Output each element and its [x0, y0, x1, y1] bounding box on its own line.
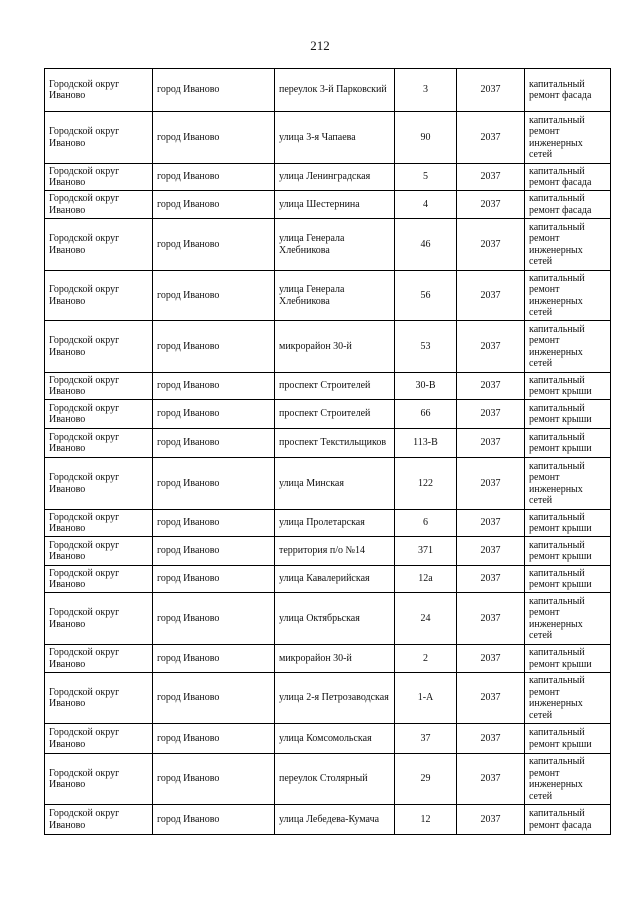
- work-type-cell: капитальный ремонт крыши: [525, 373, 611, 400]
- district-cell: Городской округ Иваново: [45, 537, 153, 566]
- house-number-cell: 2: [395, 645, 457, 673]
- year-cell: 2037: [457, 510, 525, 537]
- house-number-cell: 5: [395, 164, 457, 191]
- house-number-cell: 37: [395, 724, 457, 754]
- locality-cell: город Иваново: [153, 566, 275, 593]
- work-type-cell: капитальный ремонт крыши: [525, 510, 611, 537]
- table-row: [45, 754, 611, 805]
- year-cell: 2037: [457, 271, 525, 321]
- work-type-cell: капитальный ремонт инженерных сетей: [525, 754, 611, 805]
- district-cell: Городской округ Иваново: [45, 458, 153, 510]
- street-cell: улица Кавалерийская: [275, 566, 395, 593]
- table-row: [45, 271, 611, 321]
- district-cell: Городской округ Иваново: [45, 673, 153, 724]
- work-type-cell: капитальный ремонт инженерных сетей: [525, 219, 611, 271]
- table-row: [45, 373, 611, 400]
- street-cell: территория п/о №14: [275, 537, 395, 566]
- year-cell: 2037: [457, 537, 525, 566]
- house-number-cell: 66: [395, 400, 457, 429]
- table-row: [45, 805, 611, 835]
- work-type-cell: капитальный ремонт фасада: [525, 69, 611, 112]
- locality-cell: город Иваново: [153, 219, 275, 271]
- table-row: [45, 458, 611, 510]
- year-cell: 2037: [457, 673, 525, 724]
- street-cell: улица Пролетарская: [275, 510, 395, 537]
- locality-cell: город Иваново: [153, 429, 275, 458]
- year-cell: 2037: [457, 593, 525, 645]
- work-type-cell: капитальный ремонт инженерных сетей: [525, 112, 611, 164]
- street-cell: улица Ленинградская: [275, 164, 395, 191]
- year-cell: 2037: [457, 112, 525, 164]
- work-type-cell: капитальный ремонт фасада: [525, 805, 611, 835]
- year-cell: 2037: [457, 566, 525, 593]
- locality-cell: город Иваново: [153, 805, 275, 835]
- house-number-cell: 90: [395, 112, 457, 164]
- district-cell: Городской округ Иваново: [45, 271, 153, 321]
- locality-cell: город Иваново: [153, 191, 275, 219]
- locality-cell: город Иваново: [153, 321, 275, 373]
- district-cell: Городской округ Иваново: [45, 510, 153, 537]
- table-row: [45, 645, 611, 673]
- house-number-cell: 371: [395, 537, 457, 566]
- house-number-cell: 12: [395, 805, 457, 835]
- work-type-cell: капитальный ремонт крыши: [525, 645, 611, 673]
- table-row: [45, 510, 611, 537]
- table-row: [45, 429, 611, 458]
- street-cell: проспект Текстильщиков: [275, 429, 395, 458]
- work-type-cell: капитальный ремонт фасада: [525, 164, 611, 191]
- locality-cell: город Иваново: [153, 510, 275, 537]
- house-number-cell: 53: [395, 321, 457, 373]
- locality-cell: город Иваново: [153, 673, 275, 724]
- district-cell: Городской округ Иваново: [45, 429, 153, 458]
- year-cell: 2037: [457, 724, 525, 754]
- work-type-cell: капитальный ремонт инженерных сетей: [525, 458, 611, 510]
- locality-cell: город Иваново: [153, 164, 275, 191]
- locality-cell: город Иваново: [153, 458, 275, 510]
- table-row: [45, 400, 611, 429]
- table-row: [45, 112, 611, 164]
- street-cell: улица Комсомольская: [275, 724, 395, 754]
- table-row: [45, 724, 611, 754]
- year-cell: 2037: [457, 400, 525, 429]
- house-number-cell: 56: [395, 271, 457, 321]
- locality-cell: город Иваново: [153, 645, 275, 673]
- table-row: [45, 191, 611, 219]
- street-cell: микрорайон 30-й: [275, 321, 395, 373]
- work-type-cell: капитальный ремонт инженерных сетей: [525, 673, 611, 724]
- house-number-cell: 46: [395, 219, 457, 271]
- table-row: [45, 673, 611, 724]
- house-number-cell: 122: [395, 458, 457, 510]
- street-cell: улица 2-я Петрозаводская: [275, 673, 395, 724]
- table-row: [45, 69, 611, 112]
- district-cell: Городской округ Иваново: [45, 566, 153, 593]
- locality-cell: город Иваново: [153, 69, 275, 112]
- locality-cell: город Иваново: [153, 537, 275, 566]
- page-number: 212: [310, 38, 330, 53]
- street-cell: микрорайон 30-й: [275, 645, 395, 673]
- year-cell: 2037: [457, 429, 525, 458]
- locality-cell: город Иваново: [153, 593, 275, 645]
- year-cell: 2037: [457, 219, 525, 271]
- street-cell: переулок Столярный: [275, 754, 395, 805]
- year-cell: 2037: [457, 458, 525, 510]
- year-cell: 2037: [457, 191, 525, 219]
- district-cell: Городской округ Иваново: [45, 724, 153, 754]
- year-cell: 2037: [457, 164, 525, 191]
- table-row: [45, 537, 611, 566]
- street-cell: улица Лебедева-Кумача: [275, 805, 395, 835]
- house-number-cell: 30-В: [395, 373, 457, 400]
- repair-schedule-table: [44, 68, 611, 835]
- work-type-cell: капитальный ремонт инженерных сетей: [525, 593, 611, 645]
- house-number-cell: 6: [395, 510, 457, 537]
- work-type-cell: капитальный ремонт инженерных сетей: [525, 321, 611, 373]
- street-cell: улица Генерала Хлебникова: [275, 271, 395, 321]
- table-row: [45, 566, 611, 593]
- district-cell: Городской округ Иваново: [45, 321, 153, 373]
- locality-cell: город Иваново: [153, 271, 275, 321]
- locality-cell: город Иваново: [153, 373, 275, 400]
- district-cell: Городской округ Иваново: [45, 645, 153, 673]
- house-number-cell: 113-В: [395, 429, 457, 458]
- district-cell: Городской округ Иваново: [45, 191, 153, 219]
- work-type-cell: капитальный ремонт фасада: [525, 191, 611, 219]
- street-cell: улица Шестернина: [275, 191, 395, 219]
- work-type-cell: капитальный ремонт крыши: [525, 537, 611, 566]
- year-cell: 2037: [457, 373, 525, 400]
- street-cell: проспект Строителей: [275, 373, 395, 400]
- district-cell: Городской округ Иваново: [45, 593, 153, 645]
- street-cell: улица 3-я Чапаева: [275, 112, 395, 164]
- table-row: [45, 321, 611, 373]
- street-cell: улица Генерала Хлебникова: [275, 219, 395, 271]
- district-cell: Городской округ Иваново: [45, 69, 153, 112]
- district-cell: Городской округ Иваново: [45, 373, 153, 400]
- district-cell: Городской округ Иваново: [45, 219, 153, 271]
- street-cell: переулок 3-й Парковский: [275, 69, 395, 112]
- house-number-cell: 29: [395, 754, 457, 805]
- locality-cell: город Иваново: [153, 754, 275, 805]
- house-number-cell: 1-А: [395, 673, 457, 724]
- table-body: [45, 69, 611, 835]
- house-number-cell: 12а: [395, 566, 457, 593]
- table-row: [45, 219, 611, 271]
- year-cell: 2037: [457, 754, 525, 805]
- district-cell: Городской округ Иваново: [45, 805, 153, 835]
- year-cell: 2037: [457, 805, 525, 835]
- locality-cell: город Иваново: [153, 400, 275, 429]
- year-cell: 2037: [457, 321, 525, 373]
- district-cell: Городской округ Иваново: [45, 754, 153, 805]
- house-number-cell: 3: [395, 69, 457, 112]
- year-cell: 2037: [457, 645, 525, 673]
- work-type-cell: капитальный ремонт крыши: [525, 566, 611, 593]
- work-type-cell: капитальный ремонт инженерных сетей: [525, 271, 611, 321]
- work-type-cell: капитальный ремонт крыши: [525, 429, 611, 458]
- table-row: [45, 593, 611, 645]
- table-row: [45, 164, 611, 191]
- district-cell: Городской округ Иваново: [45, 400, 153, 429]
- street-cell: проспект Строителей: [275, 400, 395, 429]
- locality-cell: город Иваново: [153, 724, 275, 754]
- district-cell: Городской округ Иваново: [45, 164, 153, 191]
- work-type-cell: капитальный ремонт крыши: [525, 724, 611, 754]
- house-number-cell: 24: [395, 593, 457, 645]
- work-type-cell: капитальный ремонт крыши: [525, 400, 611, 429]
- street-cell: улица Октябрьская: [275, 593, 395, 645]
- locality-cell: город Иваново: [153, 112, 275, 164]
- house-number-cell: 4: [395, 191, 457, 219]
- street-cell: улица Минская: [275, 458, 395, 510]
- year-cell: 2037: [457, 69, 525, 112]
- district-cell: Городской округ Иваново: [45, 112, 153, 164]
